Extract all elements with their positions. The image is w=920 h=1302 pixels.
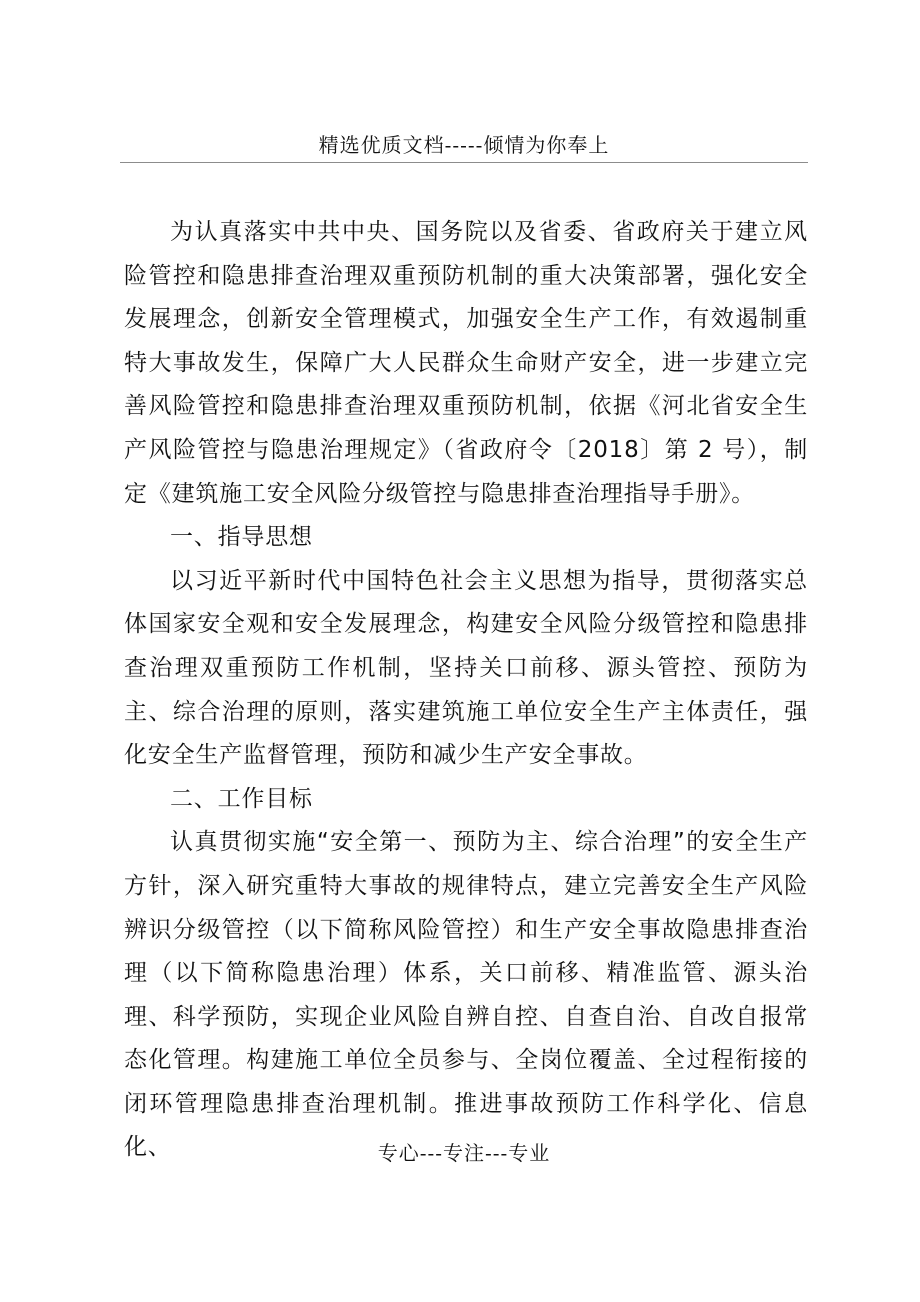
section-heading-guiding-ideology: 一、指导思想 xyxy=(170,524,313,551)
page-footer: 专心---专注---专业 xyxy=(377,1141,551,1165)
work-goals-paragraph: 认真贯彻实施“安全第一、预防为主、综合治理”的安全生产方针，深入研究重特大事故的规律特点，建立完善安全生产风险辨识分级管控（以下简称风险管控）和生产安全事故隐患排查治理（以下简称隐患治理）体系，关口前移、精准监管、源头治理、科学预防，实现企业风险自辨自控、自查自治、自改自报常态化管理。构建施工单位全员参与、全岗位覆盖、全过程衔接的闭环管理隐患排查治理机制。推进事故预防工作科学化、信息化、 xyxy=(124,829,808,1161)
document-body xyxy=(124,211,808,1170)
header-divider xyxy=(120,162,808,163)
page-header: 精选优质文档-----倾情为你奉上 xyxy=(318,133,610,157)
intro-paragraph: 为认真落实中共中央、国务院以及省委、省政府关于建立风险管控和隐患排查治理双重预防机制的重大决策部署，强化安全发展理念，创新安全管理模式，加强安全生产工作，有效遏制重特大事故发生，保障广大人民群众生命财产安全，进一步建立完善风险管控和隐患排查治理双重预防机制，依据《河北省安全生产风险管控与隐患治理规定》（省政府令〔2018〕第 2 号），制定《建筑施工安全风险分级管控与隐患排查治理指导手册》。 xyxy=(124,219,808,507)
guiding-ideology-paragraph: 以习近平新时代中国特色社会主义思想为指导，贯彻落实总体国家安全观和安全发展理念，构建安全风险分级管控和隐患排查治理双重预防工作机制，坚持关口前移、源头管控、预防为主、综合治理的原则，落实建筑施工单位安全生产主体责任，强化安全生产监督管理，预防和减少生产安全事故。 xyxy=(124,567,808,769)
section-heading-work-goals: 二、工作目标 xyxy=(170,785,313,812)
